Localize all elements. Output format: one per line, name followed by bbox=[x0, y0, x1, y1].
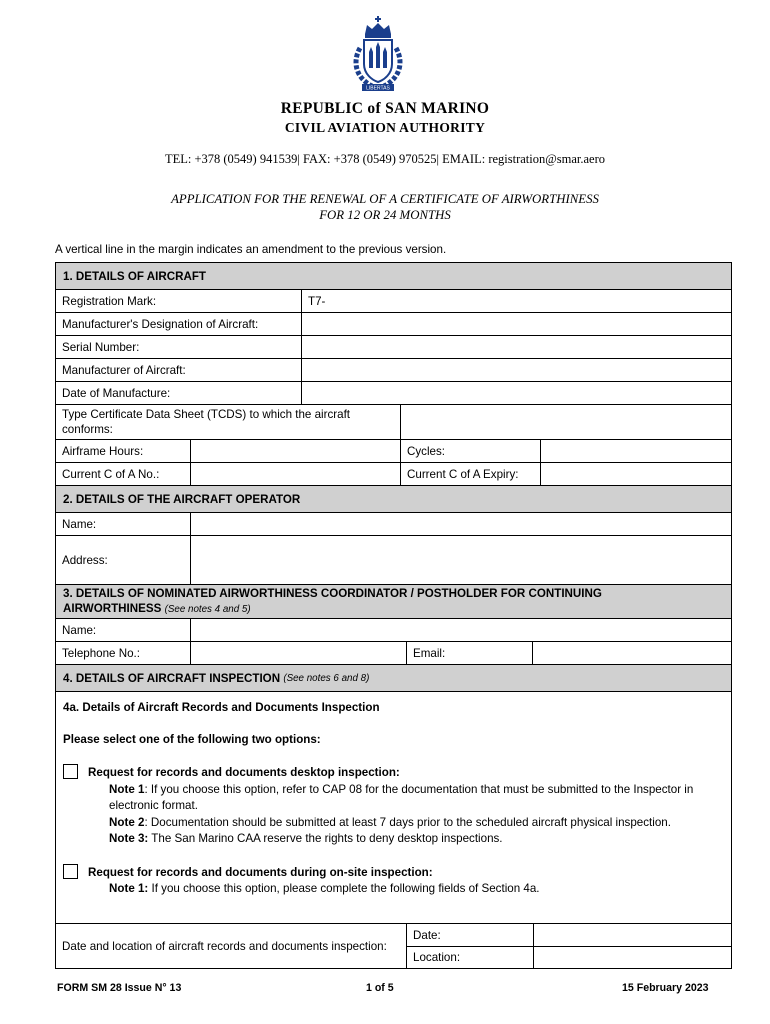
manufacture-date-label: Date of Manufacture: bbox=[56, 382, 302, 404]
section4-heading: 4. DETAILS OF AIRCRAFT INSPECTION (See notes 6 and 8) bbox=[56, 665, 731, 692]
section2-heading: 2. DETAILS OF THE AIRCRAFT OPERATOR bbox=[56, 486, 731, 513]
section3-note: (See notes 4 and 5) bbox=[164, 604, 251, 615]
serial-field[interactable] bbox=[302, 336, 731, 358]
operator-address-label: Address: bbox=[56, 536, 191, 584]
coordinator-name-field[interactable] bbox=[191, 619, 731, 641]
email-field[interactable] bbox=[533, 642, 731, 664]
airframe-hours-field[interactable] bbox=[191, 440, 401, 462]
operator-name-field[interactable] bbox=[191, 513, 731, 535]
manufacture-date-row bbox=[56, 382, 731, 405]
application-title-line1: APPLICATION FOR THE RENEWAL OF A CERTIFICATE OF AIRWORTHINESS bbox=[171, 192, 599, 206]
amendment-note: A vertical line in the margin indicates an amendment to the previous version. bbox=[55, 243, 447, 256]
operator-name-label: Name: bbox=[56, 513, 191, 535]
cycles-label: Cycles: bbox=[401, 440, 541, 462]
serial-label: Serial Number: bbox=[56, 336, 302, 358]
manufacturer-row bbox=[56, 359, 731, 382]
hours-row bbox=[56, 440, 731, 463]
email-label: Email: bbox=[407, 642, 533, 664]
designation-field[interactable] bbox=[302, 313, 731, 335]
option1-note3: Note 3: The San Marino CAA reserve the rights to deny desktop inspections. bbox=[109, 832, 503, 845]
date-location-labels bbox=[407, 924, 534, 968]
coa-expiry-label: Current C of A Expiry: bbox=[401, 463, 541, 485]
telephone-label: Telephone No.: bbox=[56, 642, 191, 664]
tcds-label: Type Certificate Data Sheet (TCDS) to which the aircraft conforms: bbox=[56, 405, 401, 439]
option1-note1: Note 1: If you choose this option, refer to CAP 08 for the documentation that must be submitted to the Inspector in electronic format. bbox=[109, 782, 694, 812]
section4a-heading: 4a. Details of Aircraft Records and Documents Inspection bbox=[63, 701, 380, 714]
inspection-date-label: Date: bbox=[407, 924, 533, 947]
section4-note: (See notes 6 and 8) bbox=[283, 672, 370, 684]
coa-expiry-field[interactable] bbox=[541, 463, 731, 485]
tcds-field[interactable] bbox=[401, 405, 731, 439]
option1 bbox=[63, 764, 724, 782]
authority-heading: CIVIL AVIATION AUTHORITY bbox=[284, 120, 486, 135]
republic-heading: REPUBLIC of SAN MARINO bbox=[280, 100, 490, 117]
coa-number-label: Current C of A No.: bbox=[56, 463, 191, 485]
select-prompt: Please select one of the following two options: bbox=[63, 732, 321, 746]
inspection-location-field[interactable] bbox=[534, 947, 731, 968]
airframe-hours-label: Airframe Hours: bbox=[56, 440, 191, 462]
designation-label: Manufacturer's Designation of Aircraft: bbox=[56, 313, 302, 335]
registration-row bbox=[56, 290, 731, 313]
footer-form-id: FORM SM 28 Issue N° 13 bbox=[57, 982, 182, 994]
coa-row bbox=[56, 463, 731, 486]
contact-line: TEL: +378 (0549) 941539| FAX: +378 (0549) 970525| EMAIL: registration@smar.aero bbox=[164, 152, 606, 166]
section4a-body bbox=[56, 692, 731, 924]
manufacturer-field[interactable] bbox=[302, 359, 731, 381]
coordinator-name-row bbox=[56, 619, 731, 642]
crest-motto: LIBERTAS bbox=[366, 85, 390, 92]
operator-name-row bbox=[56, 513, 731, 536]
option2 bbox=[63, 864, 724, 882]
option2-label: Request for records and documents during on-site inspection: bbox=[88, 865, 433, 879]
operator-address-field[interactable] bbox=[191, 536, 731, 584]
designation-row bbox=[56, 313, 731, 336]
cycles-field[interactable] bbox=[541, 440, 731, 462]
coordinator-contact-row bbox=[56, 642, 731, 665]
coordinator-name-label: Name: bbox=[56, 619, 191, 641]
option1-note2: Note 2: Documentation should be submitted at least 7 days prior to the scheduled aircraft physical inspection. bbox=[109, 815, 671, 829]
option2-note1: Note 1: If you choose this option, please complete the following fields of Section 4a. bbox=[109, 882, 540, 895]
tcds-row bbox=[56, 405, 731, 440]
manufacturer-label: Manufacturer of Aircraft: bbox=[56, 359, 302, 381]
inspection-date-field[interactable] bbox=[534, 924, 731, 947]
application-form bbox=[55, 262, 732, 969]
serial-row bbox=[56, 336, 731, 359]
application-title-line2: FOR 12 OR 24 MONTHS bbox=[319, 208, 451, 222]
registration-label: Registration Mark: bbox=[56, 290, 302, 312]
section1-heading: 1. DETAILS OF AIRCRAFT bbox=[56, 263, 731, 290]
footer-page-number: 1 of 5 bbox=[366, 982, 394, 994]
application-title bbox=[0, 191, 770, 223]
registration-field[interactable]: T7- bbox=[308, 294, 326, 308]
onsite-inspection-checkbox[interactable] bbox=[63, 864, 78, 879]
san-marino-crest-logo bbox=[350, 14, 406, 98]
date-location-label: Date and location of aircraft records and documents inspection: bbox=[56, 924, 407, 968]
telephone-field[interactable] bbox=[191, 642, 407, 664]
option1-label: Request for records and documents desktop inspection: bbox=[88, 766, 400, 779]
inspection-location-label: Location: bbox=[413, 951, 461, 964]
manufacture-date-field[interactable] bbox=[302, 382, 731, 404]
coa-number-field[interactable] bbox=[191, 463, 401, 485]
footer-date: 15 February 2023 bbox=[622, 982, 709, 994]
section3-heading: 3. DETAILS OF NOMINATED AIRWORTHINESS COORDINATOR / POSTHOLDER FOR CONTINUING AIRWORTHINESS (See notes 4 and 5) bbox=[56, 585, 731, 619]
operator-address-row bbox=[56, 536, 731, 585]
desktop-inspection-checkbox[interactable] bbox=[63, 764, 78, 779]
date-location-fields bbox=[534, 924, 731, 968]
inspection-date-location-row bbox=[56, 924, 731, 969]
